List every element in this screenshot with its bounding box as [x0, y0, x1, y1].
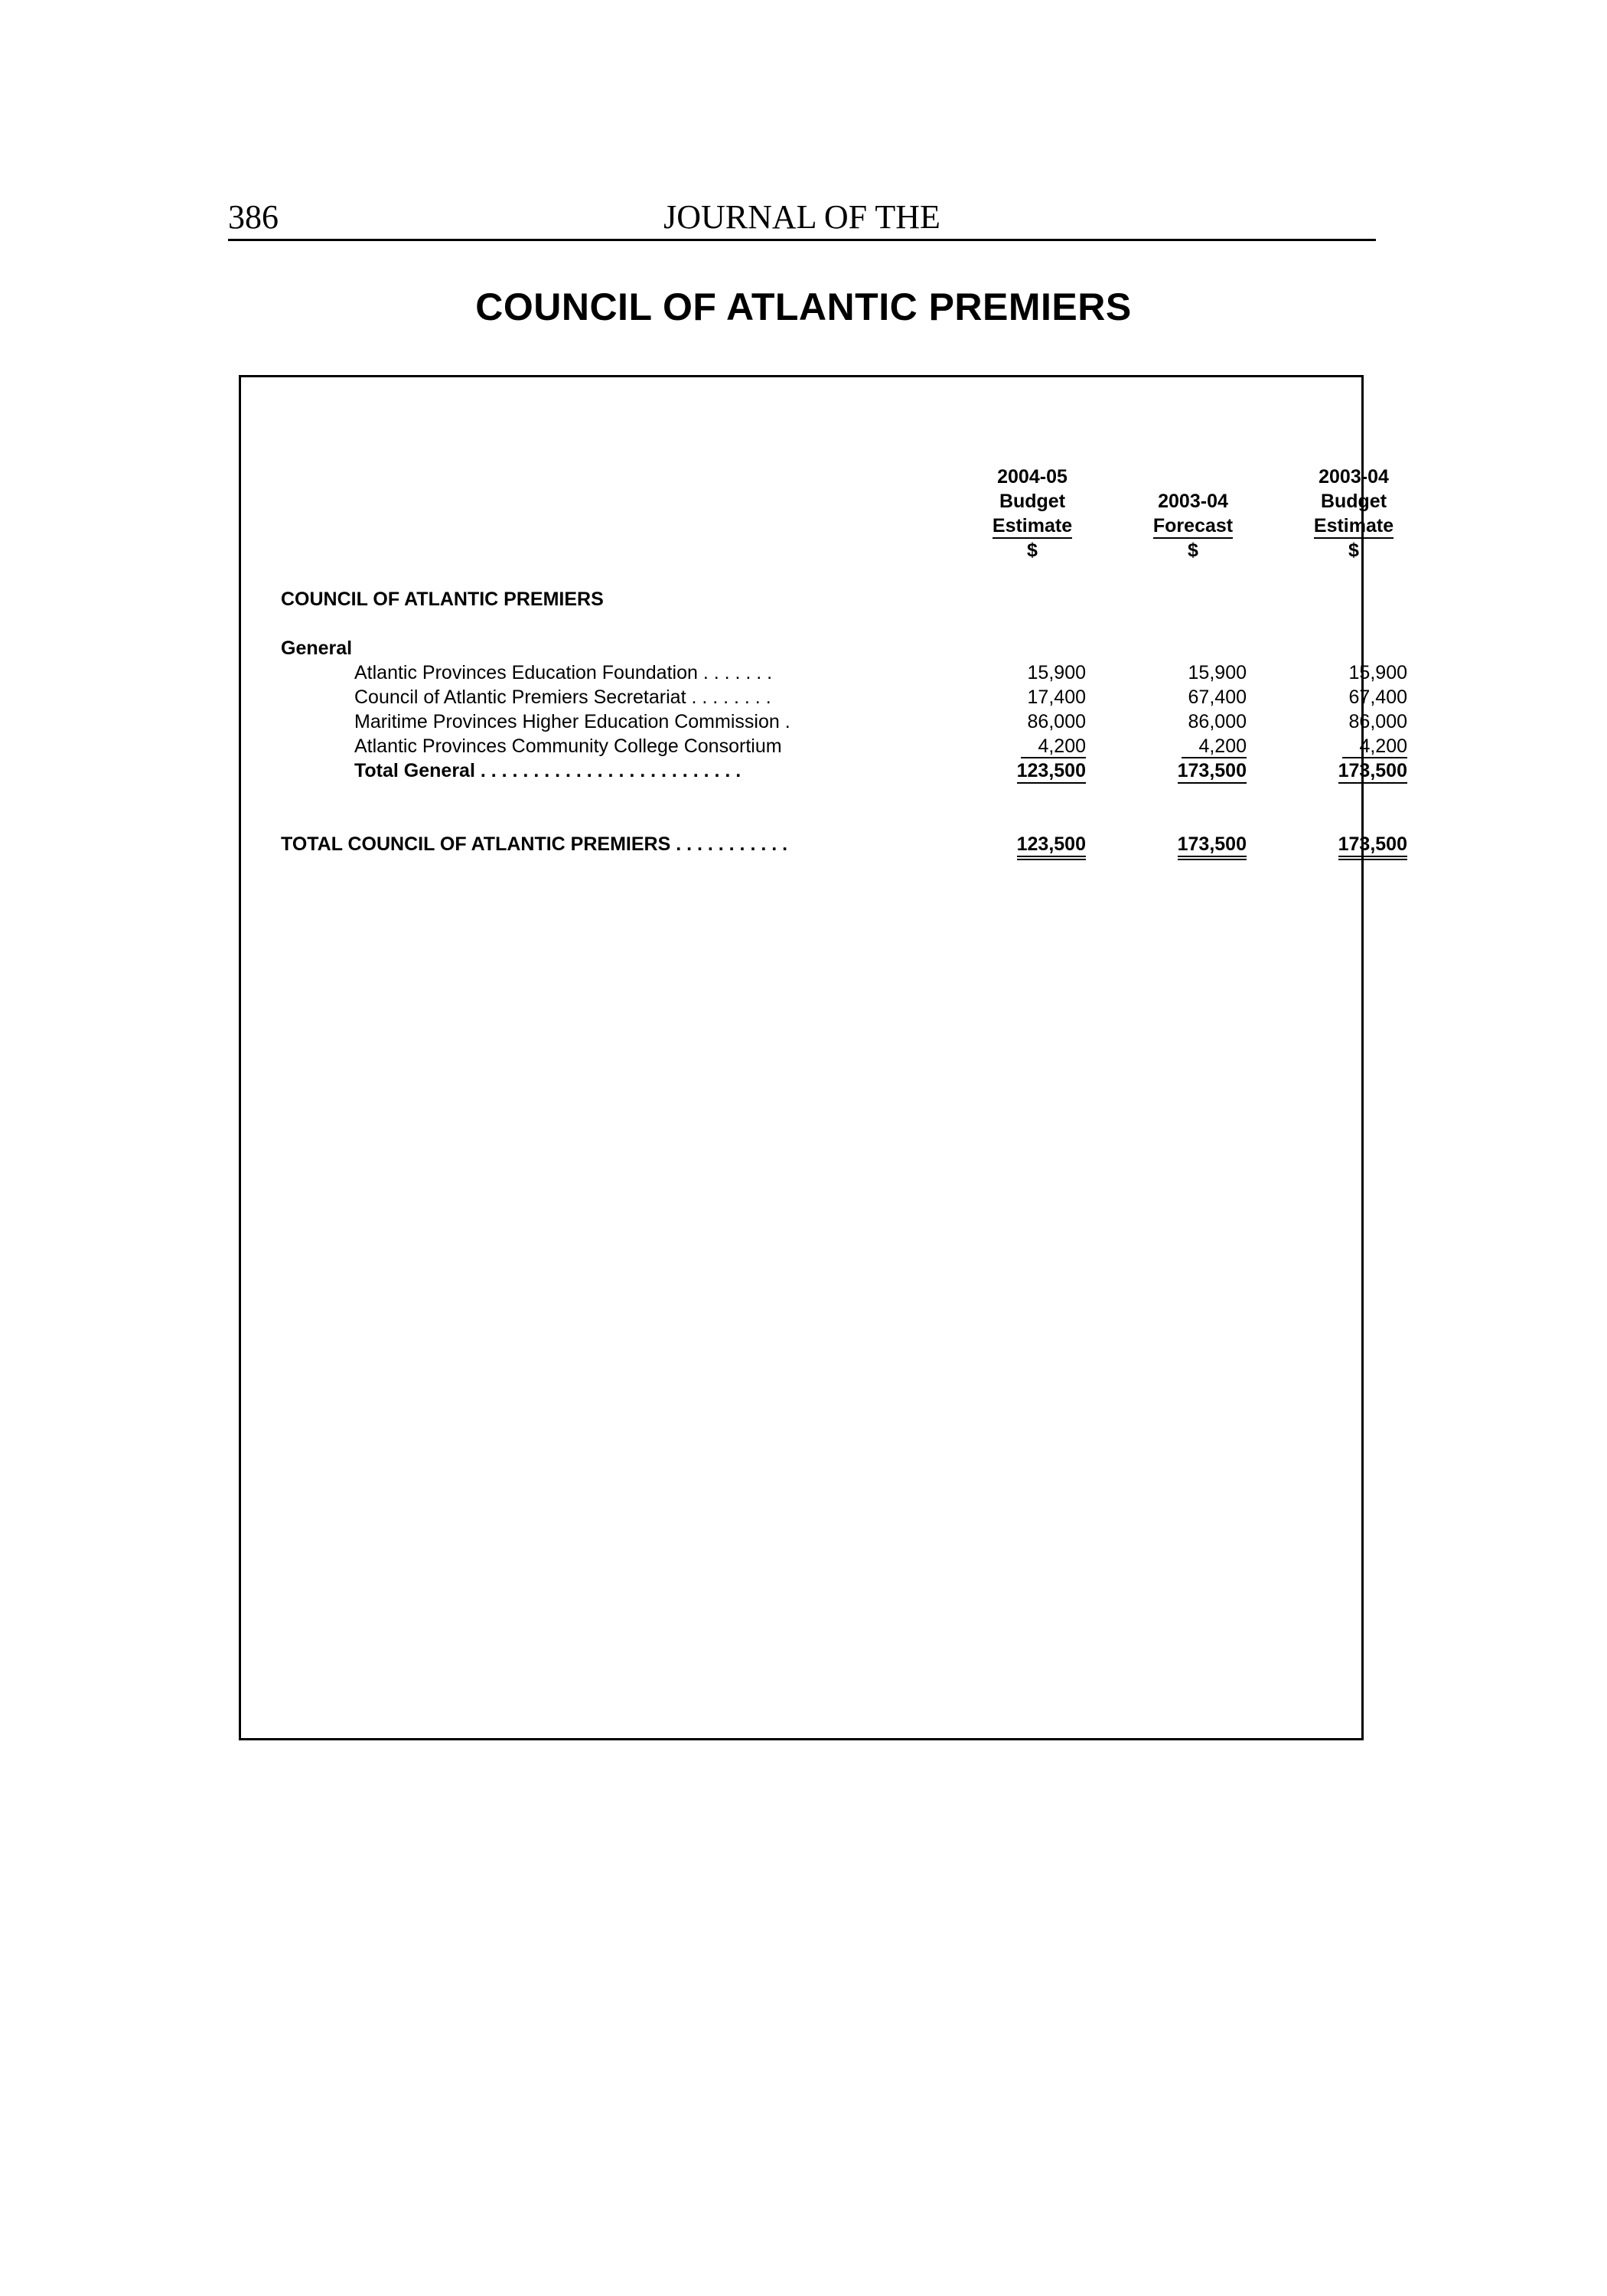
running-head: [228, 196, 1376, 241]
grand-total-value: [1124, 832, 1247, 860]
row-label: Atlantic Provinces Education Foundation . . . . . . .: [354, 662, 773, 683]
subtotal-value: [1285, 758, 1407, 784]
group-heading: General: [281, 638, 353, 659]
column-currency: $: [1188, 540, 1198, 561]
subtotal-value: [1124, 758, 1247, 784]
subtotal-label: Total General . . . . . . . . . . . . . . . . . . . . . . . . .: [354, 760, 742, 781]
row-value: [1285, 734, 1407, 758]
column-header-line: 2003-04: [1319, 466, 1389, 488]
section-title: COUNCIL OF ATLANTIC PREMIERS: [475, 285, 1132, 328]
column-header-line: Budget: [1320, 491, 1387, 512]
column-header-underlined: Forecast: [1153, 515, 1233, 539]
row-value: [963, 734, 1086, 758]
row-value: 86,000: [1188, 711, 1247, 732]
column-header-line: 2003-04: [1158, 491, 1228, 512]
row-label: Council of Atlantic Premiers Secretariat . . . . . . . .: [354, 687, 771, 708]
column-currency: $: [1348, 540, 1359, 561]
row-value: 15,900: [1348, 662, 1407, 683]
row-value: 17,400: [1027, 687, 1086, 708]
column-header-underlined: Estimate: [993, 515, 1072, 539]
row-value: 86,000: [1348, 711, 1407, 732]
grand-total-value-text: 173,500: [1178, 833, 1247, 860]
column-header-2004-05-budget-estimate: [948, 465, 1116, 563]
row-value: 86,000: [1027, 711, 1086, 732]
column-header-line: [1109, 514, 1277, 538]
column-currency: $: [1027, 540, 1038, 561]
row-value: 15,900: [1027, 662, 1086, 683]
budget-table-frame: [239, 375, 1407, 1740]
row-value: 67,400: [1188, 687, 1247, 708]
column-header-line: 2004-05: [997, 466, 1068, 488]
row-label: Atlantic Provinces Community College Consortium: [354, 735, 782, 757]
row-value: [1124, 734, 1247, 758]
row-label: Maritime Provinces Higher Education Commission .: [354, 711, 790, 732]
column-header-underlined: Estimate: [1314, 515, 1393, 539]
column-header-2003-04-budget-estimate: [1270, 465, 1438, 563]
row-value: 15,900: [1188, 662, 1247, 683]
subtotal-value: [963, 758, 1086, 784]
column-header-2003-04-forecast: [1109, 465, 1277, 563]
grand-total-value: [1285, 832, 1407, 860]
grand-total-value-text: 123,500: [1017, 833, 1086, 860]
grand-total-value-text: 173,500: [1338, 833, 1407, 860]
subtotal-value-text: 173,500: [1338, 759, 1407, 784]
subtotal-value-text: 123,500: [1017, 759, 1086, 784]
column-header-line: [948, 514, 1116, 538]
row-value-text: 4,200: [1342, 735, 1407, 758]
subtotal-value-text: 173,500: [1178, 759, 1247, 784]
grand-total-label: TOTAL COUNCIL OF ATLANTIC PREMIERS . . . . . . . . . . .: [281, 833, 788, 855]
journal-title: JOURNAL OF THE: [663, 198, 940, 236]
page-number: 386: [228, 198, 279, 236]
column-header-line: [1270, 514, 1438, 538]
column-header-line: Budget: [999, 491, 1066, 512]
row-value-text: 4,200: [1182, 735, 1247, 758]
department-heading: COUNCIL OF ATLANTIC PREMIERS: [281, 589, 604, 610]
row-value: 67,400: [1348, 687, 1407, 708]
column-header-line: [1109, 465, 1277, 489]
row-value-text: 4,200: [1021, 735, 1086, 758]
grand-total-value: [963, 832, 1086, 860]
